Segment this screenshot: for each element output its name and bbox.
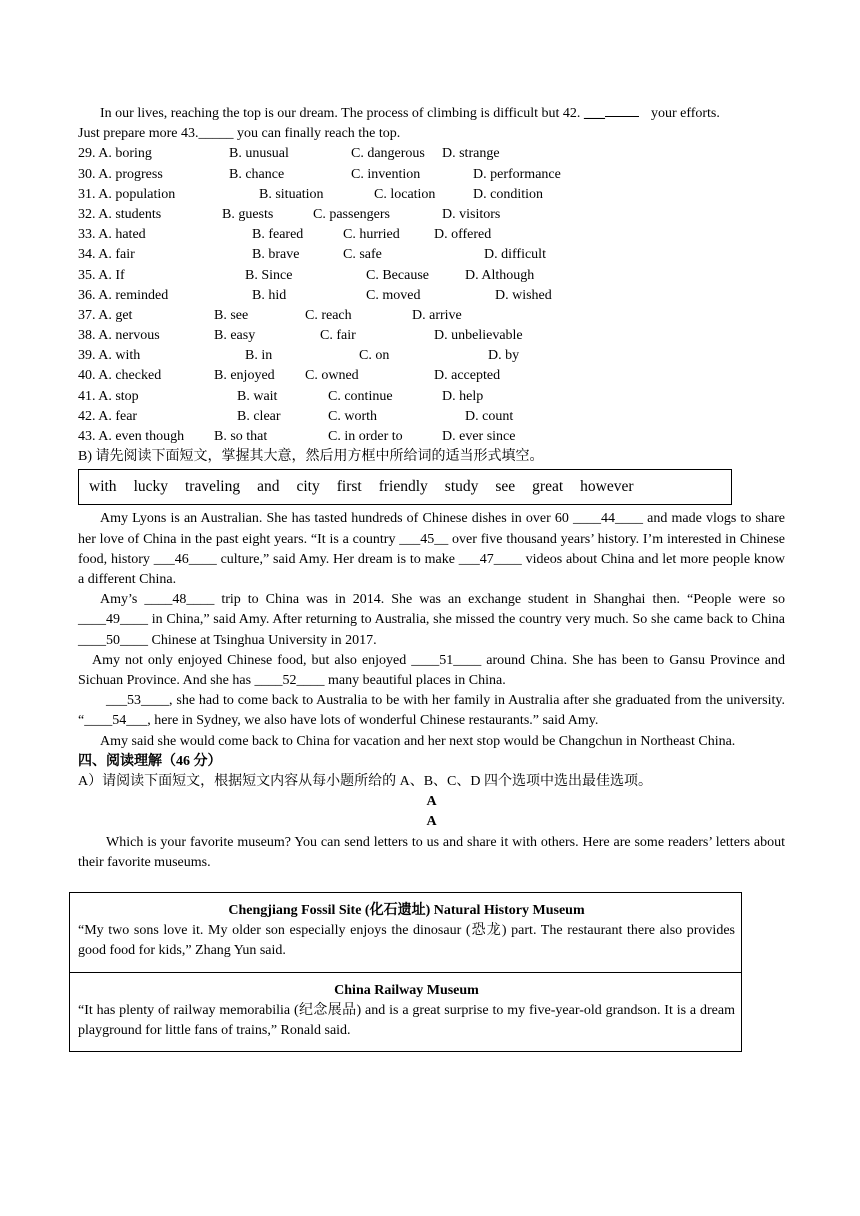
passage-b-paragraph-5: Amy said she would come back to China for vacation and her next stop would be Changchun in Northeast China. [100,733,736,749]
option-c: C. fair [320,328,356,344]
option-row [78,407,785,427]
question-number: 29. [78,146,96,162]
option-d: D. visitors [442,206,501,222]
option-d: D. unbelievable [434,328,523,344]
question-number: 40. [78,368,96,384]
option-c: C. Because [366,267,429,283]
option-d: D. ever since [442,429,516,445]
museum-cell-1 [70,893,741,972]
option-b: B. chance [229,166,285,182]
option-b: B. feared [252,227,304,243]
option-a [78,165,163,185]
option-a [78,225,146,245]
option-d: D. wished [495,287,552,303]
word-box-item: with [89,478,117,496]
option-a-text: A. fair [98,247,135,263]
option-c: C. continue [328,388,393,404]
section-4-heading: 四、阅读理解（46 分） [78,753,222,769]
option-d: D. offered [434,227,492,243]
option-d: D. difficult [484,247,546,263]
option-row [78,165,785,185]
museum-title-2: China Railway Museum [334,982,479,998]
option-a-text: A. nervous [98,328,160,344]
option-a [78,427,184,447]
option-b: B. brave [252,247,300,263]
question-number: 38. [78,328,96,344]
option-b: B. guests [222,206,274,222]
option-b: B. so that [214,429,268,445]
option-row [78,427,785,447]
option-a [78,205,161,225]
question-number: 39. [78,348,96,364]
option-row [78,326,785,346]
passage-b-paragraph-2: Amy’s ____48____ trip to China was in 2014. She was an exchange student in Shanghai then. “People were so ____49____ in China,” said Amy. After returning to Australia, she missed the country very much. So she came back to China ____50____ Chinese at Tsinghua University in 2017. [78,592,785,648]
option-a-text: A. boring [98,146,152,162]
museum-title-1: Chengjiang Fossil Site (化石遗址) Natural History Museum [228,903,585,918]
passage-b-paragraph-3: Amy not only enjoyed Chinese food, but also enjoyed ____51____ around China. She has been to Gansu Province and Sichuan Province. And she has ____52____ many beautiful places in China. [78,652,785,689]
option-a [78,306,132,326]
option-c: C. hurried [343,227,400,243]
option-b: B. enjoyed [214,368,275,384]
option-d: D. arrive [412,307,462,323]
blank-42: ___ [583,106,605,121]
option-d: D. performance [473,166,561,182]
option-a-text: A. get [98,307,133,323]
option-a-text: A. fear [98,408,138,424]
option-a [78,144,152,164]
word-box-item: traveling [185,478,241,496]
word-box-item: lucky [133,478,168,496]
question-number: 31. [78,186,96,202]
option-row [78,266,785,286]
option-b: B. situation [259,186,324,202]
option-a [78,185,175,205]
passage-a-intro: Which is your favorite museum? You can send letters to us and share it with others. Here are some readers’ letters about their favorite museums. [78,834,785,870]
question-number: 43. [78,429,96,445]
word-box-item: city [296,478,320,496]
option-c: C. moved [366,287,421,303]
word-box-item: and [257,478,280,496]
option-row [78,346,785,366]
option-a-text: A. hated [98,227,146,243]
question-number: 32. [78,206,96,222]
exam-page [78,104,785,873]
option-a-text: A. reminded [98,287,169,303]
option-a [78,346,140,366]
blank-42-rest [605,104,639,117]
option-b: B. wait [237,388,278,404]
option-row [78,286,785,306]
option-b: B. in [245,348,273,364]
option-a [78,407,137,427]
option-c: C. owned [305,368,359,384]
option-a [78,266,125,286]
option-row [78,245,785,265]
option-b: B. hid [252,287,287,303]
section-b-instruction: B) 请先阅读下面短文，掌握其大意，然后用方框中所给词的适当形式填空。 [78,449,544,465]
option-row [78,366,785,386]
option-d: D. condition [473,186,543,202]
option-a-text: A. If [98,267,125,283]
option-row [78,387,785,407]
question-number: 36. [78,287,96,303]
option-row [78,225,785,245]
word-box-item: friendly [378,478,428,496]
word-box-item: great [532,478,564,496]
question-number: 35. [78,267,96,283]
option-row [78,205,785,225]
option-c: C. worth [328,408,377,424]
question-number: 33. [78,227,96,243]
option-c: C. dangerous [351,146,425,162]
option-b: B. easy [214,328,256,344]
option-d: D. help [442,388,484,404]
option-d: D. count [465,408,514,424]
option-b: B. Since [245,267,293,283]
museum-text-1: “My two sons love it. My older son especially enjoys the dinosaur (恐龙) part. The restaurant there also provides good food for kids,” Zhang Yun said. [78,923,735,959]
question-number: 34. [78,247,96,263]
option-d: D. by [488,348,520,364]
passage-label-1: A [426,794,437,810]
option-row [78,185,785,205]
question-number: 37. [78,307,96,323]
option-c: C. invention [351,166,421,182]
option-c: C. passengers [313,206,390,222]
option-a [78,286,168,306]
section-4-instruction: A）请阅读下面短文，根据短文内容从每小题所给的 A、B、C、D 四个选项中选出最佳选项。 [78,774,653,790]
cloze-ending-paragraph [78,104,785,124]
passage-b-paragraph-1: Amy Lyons is an Australian. She has tasted hundreds of Chinese dishes in over 60 ____44____ and made vlogs to share her love of China in the past eight years. “It is a country ___45__ over five thousand years’ history. I’m interested in Chinese food, history ___46____ culture,” said Amy. Her dream is to make ___47____ videos about China and let more people know a different China. [78,511,785,588]
word-box-item: see [495,478,516,496]
option-b: B. clear [237,408,281,424]
word-box-item: however [580,478,634,496]
option-c: C. in order to [328,429,403,445]
option-a-text: A. even though [98,429,185,445]
word-box [78,469,732,505]
passage-label-2: A [426,814,437,830]
option-a [78,387,139,407]
option-d: D. accepted [434,368,501,384]
option-a [78,245,135,265]
question-number: 30. [78,166,96,182]
option-b: B. see [214,307,249,323]
option-a [78,366,161,386]
word-box-item: study [444,478,479,496]
option-b: B. unusual [229,146,289,162]
museum-table [69,892,742,1052]
option-c: C. on [359,348,390,364]
cloze-line1-end: your efforts. [650,106,720,121]
question-number: 41. [78,388,96,404]
cloze-line2: Just prepare more 43._____ you can finally reach the top. [78,126,401,142]
option-c: C. location [374,186,436,202]
option-a-text: A. with [98,348,141,364]
option-row [78,306,785,326]
museum-cell-2 [70,972,741,1052]
option-a [78,326,160,346]
option-row [78,144,785,164]
option-d: D. Although [465,267,535,283]
options-list [78,144,785,447]
cloze-line1-text: In our lives, reaching the top is our dream. The process of climbing is difficult but 42. [100,106,584,121]
passage-b-paragraph-4: ___53____, she had to come back to Australia to be with her family in Australia after she graduated from the university. “____54___, here in Sydney, we also have lots of wonderful Chinese restaurants.” said Amy. [78,693,785,729]
option-a-text: A. checked [98,368,162,384]
option-c: C. safe [343,247,382,263]
option-c: C. reach [305,307,352,323]
option-d: D. strange [442,146,500,162]
option-a-text: A. population [98,186,176,202]
option-a-text: A. progress [98,166,163,182]
option-a-text: A. stop [98,388,139,404]
option-a-text: A. students [98,206,162,222]
question-number: 42. [78,408,96,424]
word-box-item: first [336,478,362,496]
museum-text-2: “It has plenty of railway memorabilia (纪念展品) and is a great surprise to my five-year-old grandson. It is a dream playground for little fans of trains,” Ronald said. [78,1002,735,1039]
